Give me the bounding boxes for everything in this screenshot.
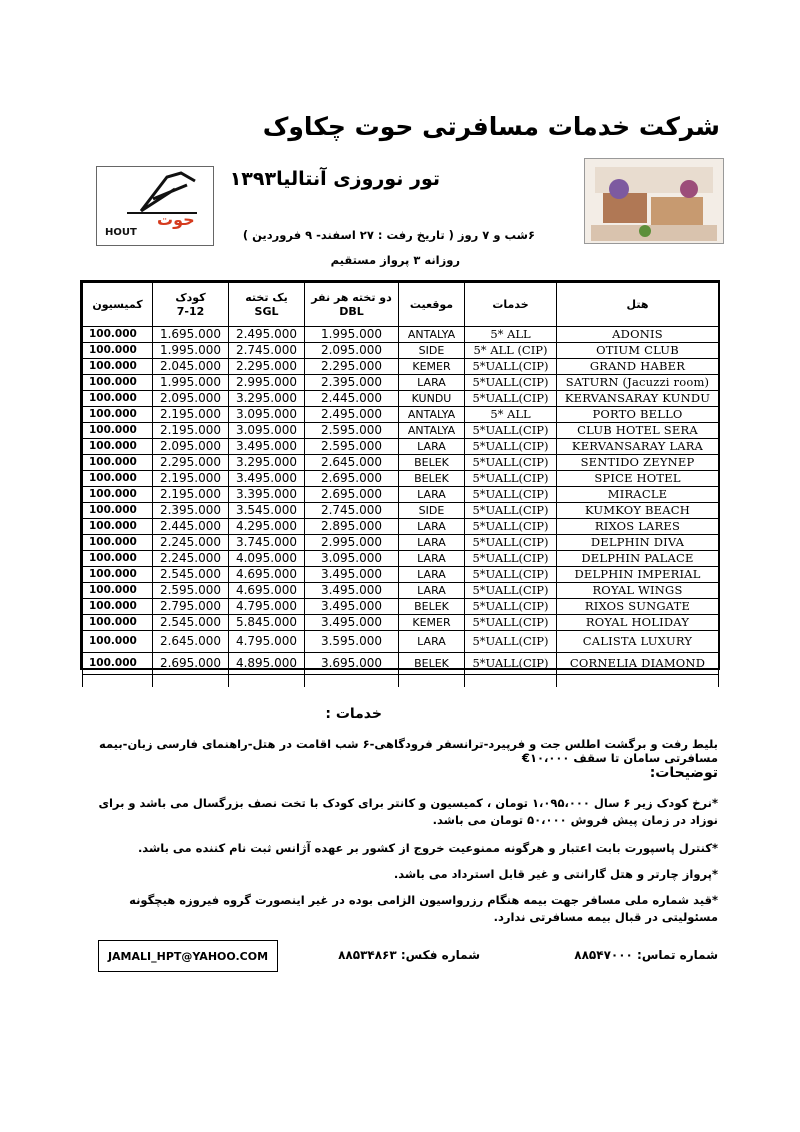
cell-location: LARA [399, 567, 465, 583]
cell-sgl: 3.545.000 [229, 503, 305, 519]
table-row [83, 599, 719, 615]
cell-hotel: ROYAL HOLIDAY [557, 615, 719, 631]
nowruz-table-image-icon [585, 159, 723, 243]
cell-location: LARA [399, 519, 465, 535]
cell-sgl: 4.795.000 [229, 599, 305, 615]
cell-child: 2.195.000 [153, 407, 229, 423]
cell-commission: 100.000 [83, 551, 153, 567]
table-row [83, 327, 719, 343]
table-row [83, 519, 719, 535]
cell-sgl: 3.295.000 [229, 455, 305, 471]
cell-child: 2.445.000 [153, 519, 229, 535]
cell-commission: 100.000 [83, 599, 153, 615]
price-table [80, 280, 720, 670]
note-item: *کنترل پاسپورت بابت اعتبار و هرگونه ممنوعیت خروج از کشور بر عهده آژانس ثبت نام کننده می باشد. [137, 841, 718, 855]
cell-dbl: 3.495.000 [305, 599, 399, 615]
cell-sgl: 3.495.000 [229, 439, 305, 455]
cell-hotel: OTIUM CLUB [557, 343, 719, 359]
table-row [83, 631, 719, 653]
header-child: کودک 7-12 [153, 283, 229, 327]
cell-commission: 100.000 [83, 631, 153, 653]
cell-dbl: 3.095.000 [305, 551, 399, 567]
table-row [83, 551, 719, 567]
table-row [83, 455, 719, 471]
cell-child: 2.195.000 [153, 423, 229, 439]
email-box: JAMALI_HPT@YAHOO.COM [98, 940, 278, 972]
table-filler-row [83, 675, 719, 688]
cell-services: 5*UALL(CIP) [465, 359, 557, 375]
cell-services: 5*UALL(CIP) [465, 375, 557, 391]
cell-services: 5*UALL(CIP) [465, 487, 557, 503]
cell-sgl: 4.695.000 [229, 583, 305, 599]
cell-dbl: 2.595.000 [305, 423, 399, 439]
cell-services: 5*UALL(CIP) [465, 567, 557, 583]
cell-child: 2.545.000 [153, 567, 229, 583]
cell-dbl: 2.745.000 [305, 503, 399, 519]
header-dbl: دو تخته هر نفر DBL [305, 283, 399, 327]
cell-child: 2.045.000 [153, 359, 229, 375]
table-row [83, 439, 719, 455]
cell-services: 5* ALL [465, 327, 557, 343]
cell-commission: 100.000 [83, 535, 153, 551]
cell-location: BELEK [399, 471, 465, 487]
cell-location: KEMER [399, 615, 465, 631]
note-item: *قید شماره ملی مسافر جهت بیمه هنگام رزرواسیون الزامی بوده در غیر اینصورت گروه فیروزه هیچگونه مسئولیتی در قبال بیمه مسافرتی ندارد. [129, 893, 718, 924]
cell-dbl: 2.895.000 [305, 519, 399, 535]
cell-services: 5*UALL(CIP) [465, 631, 557, 653]
cell-dbl: 3.695.000 [305, 653, 399, 675]
cell-location: BELEK [399, 455, 465, 471]
cell-hotel: GRAND HABER [557, 359, 719, 375]
table-row [83, 653, 719, 675]
cell-hotel: DELPHIN IMPERIAL [557, 567, 719, 583]
cell-hotel: ADONIS [557, 327, 719, 343]
cell-child: 2.195.000 [153, 487, 229, 503]
table-row [83, 375, 719, 391]
cell-services: 5*UALL(CIP) [465, 439, 557, 455]
services-text: بلیط رفت و برگشت اطلس جت و فرپیرد-ترانسفر فرودگاهی-۶ شب اقامت در هتل-راهنمای فارسی زبان-بیمه مسافرتی سامان تا سقف ۱۰،۰۰۰€ [98, 737, 718, 765]
cell-sgl: 3.095.000 [229, 407, 305, 423]
logo-text-fa: حوت [157, 210, 195, 229]
cell-commission: 100.000 [83, 343, 153, 359]
cell-services: 5*UALL(CIP) [465, 615, 557, 631]
table-row [83, 487, 719, 503]
cell-location: LARA [399, 375, 465, 391]
cell-dbl: 2.495.000 [305, 407, 399, 423]
cell-dbl: 2.995.000 [305, 535, 399, 551]
cell-sgl: 5.845.000 [229, 615, 305, 631]
cell-dbl: 3.495.000 [305, 583, 399, 599]
cell-services: 5*UALL(CIP) [465, 391, 557, 407]
cell-child: 2.545.000 [153, 615, 229, 631]
cell-hotel: CORNELIA DIAMOND [557, 653, 719, 675]
table-row [83, 535, 719, 551]
cell-sgl: 3.745.000 [229, 535, 305, 551]
cell-dbl: 2.695.000 [305, 471, 399, 487]
cell-child: 2.695.000 [153, 653, 229, 675]
cell-hotel: CLUB HOTEL SERA [557, 423, 719, 439]
cell-hotel: DELPHIN PALACE [557, 551, 719, 567]
cell-child: 1.995.000 [153, 375, 229, 391]
table-row [83, 391, 719, 407]
cell-commission: 100.000 [83, 567, 153, 583]
cell-hotel: DELPHIN DIVA [557, 535, 719, 551]
cell-location: BELEK [399, 653, 465, 675]
table-row [83, 359, 719, 375]
cell-dbl: 2.295.000 [305, 359, 399, 375]
cell-sgl: 2.495.000 [229, 327, 305, 343]
cell-commission: 100.000 [83, 653, 153, 675]
cell-sgl: 4.295.000 [229, 519, 305, 535]
cell-dbl: 3.495.000 [305, 615, 399, 631]
cell-child: 2.245.000 [153, 535, 229, 551]
cell-child: 2.095.000 [153, 391, 229, 407]
cell-sgl: 3.095.000 [229, 423, 305, 439]
cell-location: SIDE [399, 343, 465, 359]
cell-services: 5*UALL(CIP) [465, 455, 557, 471]
cell-hotel: KERVANSARAY LARA [557, 439, 719, 455]
cell-location: LARA [399, 631, 465, 653]
cell-commission: 100.000 [83, 503, 153, 519]
cell-hotel: RIXOS LARES [557, 519, 719, 535]
cell-services: 5*UALL(CIP) [465, 583, 557, 599]
cell-sgl: 2.295.000 [229, 359, 305, 375]
cell-commission: 100.000 [83, 407, 153, 423]
phone-number: شماره تماس: ۸۸۵۴۷۰۰۰ [574, 948, 718, 962]
note-item: *نرخ کودک زیر ۶ سال ۱،۰۹۵،۰۰۰ تومان ، کمیسیون و کانتر برای کودک با تخت نصف بزرگسال می باشد و برای نوزاد در زمان پیش فروش ۵۰،۰۰۰ تومان می باشد. [98, 796, 718, 827]
cell-commission: 100.000 [83, 455, 153, 471]
cell-dbl: 2.595.000 [305, 439, 399, 455]
table-header-row [83, 283, 719, 327]
cell-commission: 100.000 [83, 423, 153, 439]
header-commission: کمیسیون [83, 283, 153, 327]
cell-sgl: 4.795.000 [229, 631, 305, 653]
cell-dbl: 2.095.000 [305, 343, 399, 359]
cell-sgl: 3.295.000 [229, 391, 305, 407]
cell-sgl: 3.395.000 [229, 487, 305, 503]
cell-services: 5* ALL (CIP) [465, 343, 557, 359]
cell-location: ANTALYA [399, 407, 465, 423]
cell-commission: 100.000 [83, 471, 153, 487]
cell-services: 5*UALL(CIP) [465, 519, 557, 535]
cell-child: 2.245.000 [153, 551, 229, 567]
hout-logo-icon [97, 167, 213, 245]
cell-location: KEMER [399, 359, 465, 375]
note-item: *پرواز چارتر و هتل گارانتی و غیر قابل استرداد می باشد. [393, 867, 718, 881]
cell-location: LARA [399, 583, 465, 599]
cell-hotel: SENTIDO ZEYNEP [557, 455, 719, 471]
cell-child: 2.295.000 [153, 455, 229, 471]
cell-sgl: 2.745.000 [229, 343, 305, 359]
cell-location: LARA [399, 439, 465, 455]
table-row [83, 343, 719, 359]
decorative-photo [584, 158, 724, 244]
company-logo [96, 166, 214, 246]
cell-dbl: 2.395.000 [305, 375, 399, 391]
cell-sgl: 4.695.000 [229, 567, 305, 583]
table-row [83, 423, 719, 439]
cell-dbl: 2.445.000 [305, 391, 399, 407]
cell-location: SIDE [399, 503, 465, 519]
cell-hotel: CALISTA LUXURY [557, 631, 719, 653]
notes-heading: توضیحات: [649, 765, 718, 781]
cell-location: ANTALYA [399, 327, 465, 343]
cell-dbl: 1.995.000 [305, 327, 399, 343]
header-location: موقعیت [399, 283, 465, 327]
table-row [83, 503, 719, 519]
cell-services: 5*UALL(CIP) [465, 471, 557, 487]
cell-child: 2.645.000 [153, 631, 229, 653]
cell-sgl: 2.995.000 [229, 375, 305, 391]
table-row [83, 471, 719, 487]
cell-child: 1.995.000 [153, 343, 229, 359]
tour-dates: ۶شب و ۷ روز ( تاریخ رفت : ۲۷ اسفند- ۹ فروردین ) [242, 228, 535, 242]
logo-text: HOUT [105, 227, 137, 238]
cell-dbl: 2.695.000 [305, 487, 399, 503]
table-row [83, 583, 719, 599]
cell-services: 5*UALL(CIP) [465, 551, 557, 567]
cell-child: 2.795.000 [153, 599, 229, 615]
header-sgl: یک تخته SGL [229, 283, 305, 327]
cell-hotel: KERVANSARAY KUNDU [557, 391, 719, 407]
cell-child: 2.395.000 [153, 503, 229, 519]
cell-location: LARA [399, 551, 465, 567]
cell-location: BELEK [399, 599, 465, 615]
cell-commission: 100.000 [83, 327, 153, 343]
cell-commission: 100.000 [83, 439, 153, 455]
table-row [83, 567, 719, 583]
cell-hotel: MIRACLE [557, 487, 719, 503]
cell-commission: 100.000 [83, 615, 153, 631]
cell-commission: 100.000 [83, 487, 153, 503]
cell-hotel: PORTO BELLO [557, 407, 719, 423]
cell-child: 2.095.000 [153, 439, 229, 455]
fax-number: شماره فکس: ۸۸۵۳۴۸۶۳ [338, 948, 480, 962]
cell-location: KUNDU [399, 391, 465, 407]
tour-title: تور نوروزی آنتالیا۱۳۹۳ [229, 168, 440, 190]
table-row [83, 407, 719, 423]
cell-services: 5* ALL [465, 407, 557, 423]
cell-commission: 100.000 [83, 375, 153, 391]
cell-sgl: 4.895.000 [229, 653, 305, 675]
cell-dbl: 3.595.000 [305, 631, 399, 653]
cell-services: 5*UALL(CIP) [465, 599, 557, 615]
company-name: شرکت خدمات مسافرتی حوت چکاوک [262, 112, 720, 141]
services-heading: خدمات : [325, 706, 382, 722]
cell-hotel: SATURN (Jacuzzi room) [557, 375, 719, 391]
cell-location: LARA [399, 487, 465, 503]
cell-services: 5*UALL(CIP) [465, 653, 557, 675]
cell-services: 5*UALL(CIP) [465, 503, 557, 519]
cell-hotel: KUMKOY BEACH [557, 503, 719, 519]
cell-child: 2.595.000 [153, 583, 229, 599]
cell-dbl: 3.495.000 [305, 567, 399, 583]
cell-services: 5*UALL(CIP) [465, 423, 557, 439]
header-hotel: هتل [557, 283, 719, 327]
cell-services: 5*UALL(CIP) [465, 535, 557, 551]
cell-commission: 100.000 [83, 359, 153, 375]
cell-hotel: ROYAL WINGS [557, 583, 719, 599]
cell-hotel: RIXOS SUNGATE [557, 599, 719, 615]
cell-commission: 100.000 [83, 391, 153, 407]
cell-commission: 100.000 [83, 519, 153, 535]
cell-location: ANTALYA [399, 423, 465, 439]
cell-child: 2.195.000 [153, 471, 229, 487]
cell-dbl: 2.645.000 [305, 455, 399, 471]
cell-location: LARA [399, 535, 465, 551]
cell-sgl: 3.495.000 [229, 471, 305, 487]
cell-sgl: 4.095.000 [229, 551, 305, 567]
cell-hotel: SPICE HOTEL [557, 471, 719, 487]
cell-commission: 100.000 [83, 583, 153, 599]
daily-flights: روزانه ۳ پرواز مستقیم [330, 253, 460, 267]
header-services: خدمات [465, 283, 557, 327]
cell-child: 1.695.000 [153, 327, 229, 343]
table-row [83, 615, 719, 631]
